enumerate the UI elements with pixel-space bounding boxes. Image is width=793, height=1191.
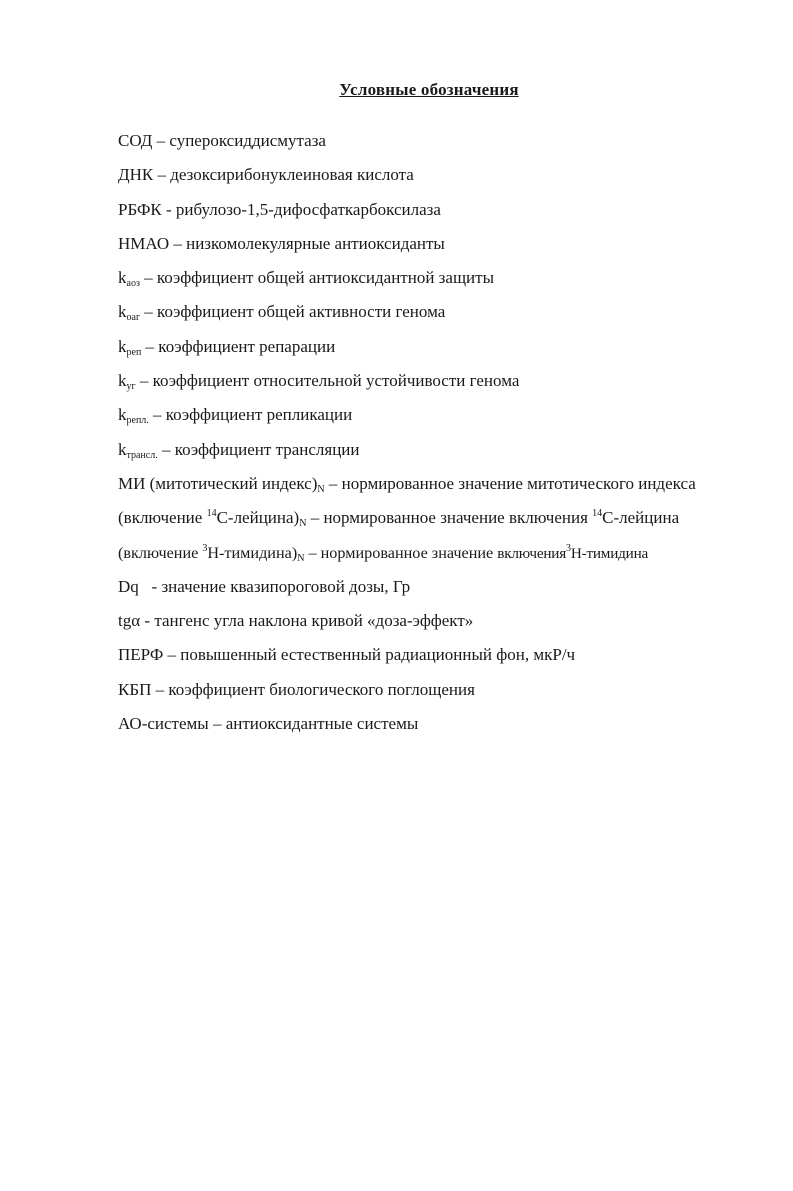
abbreviation-term: tgα — [118, 611, 141, 631]
list-item: КБП – коэффициент биологического поглощения — [118, 679, 475, 699]
abbreviation-definition: нормированное значение митотического индекса — [341, 473, 696, 493]
superscript: 3 — [202, 542, 208, 554]
abbreviation-term: РБФК — [118, 199, 162, 219]
list-item: tgα - тангенс угла наклона кривой «доза-эффект» — [118, 611, 474, 631]
abbreviation-term-prefix: (включение — [118, 543, 203, 562]
abbreviation-definition-suffix: Н-тимидина — [570, 544, 649, 562]
subscript: репл. — [126, 415, 149, 427]
abbreviation-definition: коэффициент относительной устойчивости генома — [152, 371, 520, 391]
list-item: (включение $^3Н-тимидина)_N$ – нормированное значение включения$^3$Н-тимидина — [118, 542, 649, 564]
abbreviation-definition-prefix: нормированное значение включения — [323, 508, 593, 528]
abbreviation-term: k — [118, 336, 127, 356]
abbreviation-definition: коэффициент общей антиоксидантной защиты — [156, 268, 494, 288]
list-item: НМАО – низкомолекулярные антиоксиданты — [118, 233, 445, 253]
abbreviation-definition: антиоксидантные системы — [225, 714, 419, 734]
abbreviation-term-prefix: (включение — [118, 508, 207, 528]
subscript: оаг — [126, 312, 141, 324]
abbreviation-term: ДНК — [118, 165, 154, 185]
abbreviation-definition: коэффициент репликации — [165, 405, 353, 425]
abbreviations-list — [118, 124, 778, 741]
abbreviation-definition-word: включения — [497, 544, 566, 562]
superscript: 14 — [592, 508, 603, 520]
abbreviation-term: k — [118, 371, 127, 391]
abbreviation-definition: рибулозо-1,5-дифосфаткарбоксилаза — [175, 199, 441, 219]
abbreviation-definition: коэффициент биологического поглощения — [168, 679, 475, 699]
subscript: трансл. — [126, 449, 158, 461]
abbreviation-definition: коэффициент общей активности генома — [157, 302, 446, 322]
abbreviation-definition: коэффициент репарации — [158, 336, 336, 356]
list-item: РБФК - рибулозо-1,5-дифосфаткарбоксилаза — [118, 199, 441, 219]
abbreviation-term: k — [118, 268, 127, 288]
list-item: СОД – супероксиддисмутаза — [118, 131, 326, 150]
subscript: реп — [126, 346, 142, 358]
list-item: (включение $^{14}С-лейцина)_N$ – нормированное значение включения $^{14}$С-лейцина — [118, 508, 680, 530]
abbreviation-term-suffix: Н-тимидина) — [207, 543, 298, 562]
abbreviation-term: Dq — [118, 576, 139, 596]
superscript: 3 — [566, 542, 571, 554]
abbreviation-term: ПЕРФ — [118, 645, 164, 665]
list-item: ПЕРФ – повышенный естественный радиационный фон, мкР/ч — [118, 645, 576, 665]
abbreviation-definition: супероксиддисмутаза — [169, 131, 326, 150]
list-item: $k_{уг}$ – коэффициент относительной устойчивости генома — [118, 371, 520, 393]
abbreviation-definition: тангенс угла наклона кривой «доза-эффект» — [154, 611, 474, 631]
subscript: N — [299, 518, 307, 530]
subscript: аоз — [126, 278, 140, 290]
subscript: N — [317, 483, 325, 495]
abbreviation-definition: коэффициент трансляции — [174, 439, 360, 459]
list-item: Dq - значение квазипороговой дозы, Гр — [118, 576, 411, 596]
list-item: $k_{оаг}$ – коэффициент общей активности генома — [118, 302, 446, 324]
abbreviation-term: СОД — [118, 131, 153, 150]
list-item: АО-системы – антиоксидантные системы — [118, 714, 419, 734]
abbreviation-term: КБП — [118, 679, 152, 699]
abbreviation-term: НМАО — [118, 233, 170, 253]
abbreviation-term: k — [118, 302, 127, 322]
abbreviation-definition: значение квазипороговой дозы, Гр — [161, 576, 411, 596]
list-item: $k_{реп}$ – коэффициент репарации — [118, 336, 336, 358]
subscript: N — [297, 552, 305, 564]
list-item: $k_{трансл.}$ – коэффициент трансляции — [118, 439, 360, 461]
page-title: Условные обозначения — [339, 80, 519, 99]
abbreviation-term: k — [118, 439, 127, 459]
superscript: 14 — [206, 508, 217, 520]
abbreviation-term-suffix: С-лейцина) — [216, 508, 300, 528]
abbreviation-term: k — [118, 405, 127, 425]
abbreviation-term: МИ (митотический индекс) — [118, 473, 318, 493]
abbreviation-definition: дезоксирибонуклеиновая кислота — [170, 165, 414, 185]
abbreviation-definition: низкомолекулярные антиоксиданты — [186, 233, 445, 253]
abbreviation-term: АО-системы — [118, 714, 209, 734]
list-item: $k_{репл.}$ – коэффициент репликации — [118, 405, 353, 427]
list-item: ДНК – дезоксирибонуклеиновая кислота — [118, 165, 414, 185]
abbreviation-definition-prefix: нормированное значение — [320, 543, 498, 562]
abbreviation-definition-suffix: С-лейцина — [602, 508, 680, 528]
abbreviation-definition: повышенный естественный радиационный фон, мкР/ч — [180, 645, 576, 665]
list-item: $k_{аоз}$ – коэффициент общей антиоксидантной защиты — [118, 268, 494, 290]
list-item: МИ (митотический $индекс)_N$ – нормированное значение митотического индекса — [118, 473, 696, 495]
subscript: уг — [126, 381, 136, 393]
